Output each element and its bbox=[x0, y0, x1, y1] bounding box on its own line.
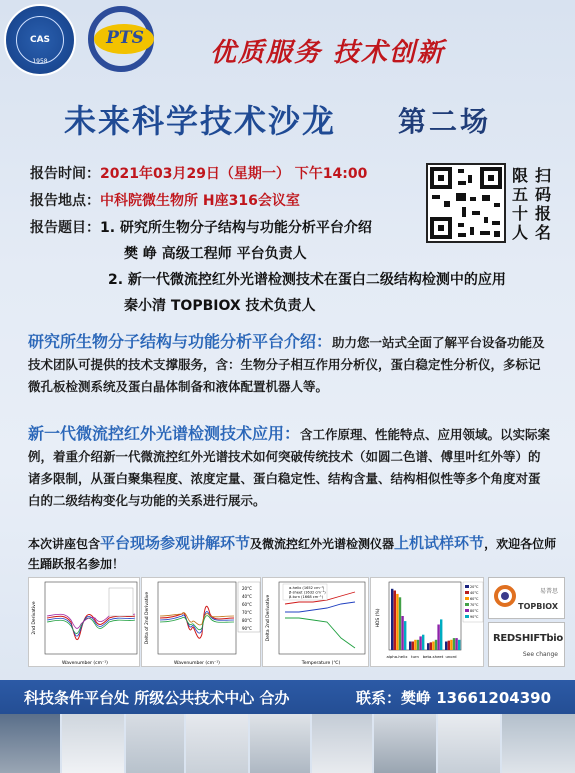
topic-row bbox=[30, 217, 372, 237]
instrument-photo bbox=[62, 714, 124, 773]
hos-bar bbox=[430, 642, 432, 650]
topic-2: 2. 新一代微流控红外光谱检测技术在蛋白二级结构检测中的应用 bbox=[108, 272, 506, 288]
instrument-photo bbox=[374, 714, 436, 773]
svg-text:90°C: 90°C bbox=[242, 626, 252, 631]
svg-text:turn: turn bbox=[411, 654, 419, 659]
svg-text:90°C: 90°C bbox=[470, 615, 479, 619]
instrument-photo bbox=[312, 714, 372, 773]
time-value: 2021年03月29日（星期一） 下午14:00 bbox=[100, 166, 368, 182]
fig1-xlabel: Wavenumber (cm⁻¹) bbox=[62, 661, 108, 666]
announce-pre: 本次讲座包含 bbox=[28, 537, 101, 551]
hos-bar bbox=[453, 638, 455, 650]
instrument-photo bbox=[0, 714, 60, 773]
hos-bar bbox=[437, 625, 439, 651]
hos-bar bbox=[422, 635, 424, 650]
svg-text:40°C: 40°C bbox=[470, 591, 479, 595]
hos-bar bbox=[394, 591, 396, 651]
hos-bar bbox=[401, 616, 403, 650]
speaker-1: 樊 峥 高级工程师 平台负责人 bbox=[124, 246, 307, 262]
fig3-ylabel: Delta 2nd Derivative bbox=[266, 594, 271, 642]
announce-highlight-2: 上机试样环节 bbox=[394, 534, 485, 552]
figure-temperature bbox=[262, 577, 369, 667]
hos-bar bbox=[404, 621, 406, 650]
svg-text:unord: unord bbox=[445, 654, 457, 659]
page-title: 未来科学技术沙龙 bbox=[64, 102, 337, 140]
topbiox-cn: 易普思 bbox=[539, 588, 558, 595]
pts-logo-text: PTS bbox=[106, 28, 144, 48]
logo-abbr: CAS bbox=[29, 35, 51, 45]
footer-org: 科技条件平台处 所级公共技术中心 合办 bbox=[24, 689, 290, 707]
hos-bar bbox=[458, 640, 460, 650]
logo-year: 1958 bbox=[32, 58, 48, 65]
redshift-sub: See change bbox=[522, 651, 558, 658]
time-label: 报告时间： bbox=[30, 166, 100, 182]
header bbox=[0, 0, 575, 150]
institute-logo bbox=[4, 4, 76, 76]
footer-banner bbox=[0, 680, 575, 714]
svg-text:β-sheet (1632 cm⁻¹): β-sheet (1632 cm⁻¹) bbox=[289, 590, 326, 595]
svg-text:70°C: 70°C bbox=[242, 610, 252, 615]
redshift-ad[interactable] bbox=[488, 622, 565, 667]
fig3-xlabel: Temperature (℃) bbox=[301, 661, 341, 666]
hos-bar bbox=[432, 642, 434, 651]
qr-finder bbox=[480, 167, 502, 189]
hos-bar bbox=[391, 589, 393, 650]
place-label: 报告地点： bbox=[30, 193, 100, 209]
session-label: 第二场 bbox=[398, 105, 492, 138]
topic-label: 报告题目： bbox=[30, 220, 100, 236]
section-technology bbox=[28, 423, 552, 512]
section-platform bbox=[28, 331, 552, 398]
hos-bar bbox=[399, 597, 401, 650]
topbiox-ad[interactable] bbox=[488, 577, 565, 619]
svg-text:beta-sheet: beta-sheet bbox=[422, 654, 444, 659]
instrument-photo bbox=[126, 714, 184, 773]
announcement bbox=[28, 533, 568, 574]
announce-highlight-1: 平台现场参观讲解环节 bbox=[100, 534, 251, 552]
hos-bar bbox=[417, 640, 419, 650]
topbiox-name: TOPBIOX bbox=[518, 602, 558, 611]
instrument-photo bbox=[250, 714, 310, 773]
svg-text:β-turn (1668 cm⁻¹): β-turn (1668 cm⁻¹) bbox=[289, 595, 324, 599]
qr-finder bbox=[430, 217, 452, 239]
figure-delta-derivative bbox=[141, 577, 261, 667]
svg-text:70°C: 70°C bbox=[470, 603, 479, 607]
qr-code[interactable] bbox=[426, 163, 506, 243]
hos-bar bbox=[435, 640, 437, 650]
hos-bar bbox=[455, 638, 457, 650]
section-technology-heading: 新一代微流控红外光谱检测技术应用： bbox=[28, 424, 301, 443]
svg-text:60°C: 60°C bbox=[470, 597, 479, 601]
place-value: 中科院微生物所 H座316会议室 bbox=[100, 193, 300, 209]
instrument-photo bbox=[502, 714, 575, 773]
section-platform-body: 助力您一站式全面了解平台设备功能及技术团队可提供的技术支撑服务，含：生物分子相互作用分析仪，蛋白稳定性分析仪，多标记微孔板检测系统及蛋白晶体制备和液体配置机器人等。 bbox=[28, 335, 545, 394]
hos-bar bbox=[448, 641, 450, 650]
hos-bar bbox=[440, 619, 442, 650]
pts-logo bbox=[82, 6, 174, 72]
place-row bbox=[30, 190, 300, 210]
svg-text:alpha-helix: alpha-helix bbox=[386, 654, 408, 659]
announce-post: ，欢迎各位师生踊跃报名参加！ bbox=[28, 537, 557, 571]
hos-bar bbox=[445, 642, 447, 651]
svg-text:α-helix (1652 cm⁻¹): α-helix (1652 cm⁻¹) bbox=[289, 586, 325, 590]
scan-note: 限 扫 五 码 十 报 人 名 bbox=[512, 166, 553, 242]
figure-2nd-derivative bbox=[28, 577, 140, 667]
hos-bar bbox=[419, 636, 421, 650]
hos-bar bbox=[409, 642, 411, 651]
photo-strip bbox=[0, 714, 575, 773]
hos-bar bbox=[450, 640, 452, 650]
hos-bar bbox=[414, 640, 416, 650]
topic-1: 1. 研究所生物分子结构与功能分析平台介绍 bbox=[100, 220, 372, 236]
fig2-ylabel: Delta of 2nd Derivative bbox=[145, 591, 150, 645]
section-platform-heading: 研究所生物分子结构与功能分析平台介绍： bbox=[28, 332, 333, 351]
footer-contact: 联系：樊峥 13661204390 bbox=[356, 689, 552, 707]
svg-text:80°C: 80°C bbox=[470, 609, 479, 613]
announce-mid: 及微流控红外光谱检测仪器 bbox=[250, 537, 395, 551]
instrument-photo bbox=[438, 714, 500, 773]
qr-finder bbox=[430, 167, 452, 189]
figure-hos-bars bbox=[370, 577, 484, 667]
redshift-name: REDSHIFTbio bbox=[493, 633, 563, 644]
svg-text:80°C: 80°C bbox=[242, 618, 252, 623]
fig2-xlabel: Wavenumber (cm⁻¹) bbox=[174, 661, 220, 666]
speaker-2: 秦小清 TOPBIOX 技术负责人 bbox=[124, 298, 316, 314]
section-technology-body: 含工作原理、性能特点、应用领域。以实际案例，着重介绍新一代微流控红外光谱技术如何突破传统技术（如圆二色谱、傅里叶红外等）的诸多限制，从蛋白聚集程度、浓度定量、蛋白稳定性、结构含量、结构相似性等多个角度对蛋白的二级结构变化与功能的关系进行展示。 bbox=[28, 427, 551, 508]
fig1-ylabel: 2nd Derivative bbox=[32, 601, 37, 635]
svg-text:20°C: 20°C bbox=[242, 586, 252, 591]
slogan: 优质服务 技术创新 bbox=[210, 38, 446, 68]
instrument-photo bbox=[186, 714, 248, 773]
time-row bbox=[30, 163, 367, 183]
hos-bar bbox=[412, 642, 414, 651]
fig4-ylabel: HOS (%) bbox=[376, 608, 381, 628]
hos-bar bbox=[396, 594, 398, 650]
hos-bar bbox=[427, 643, 429, 650]
svg-text:60°C: 60°C bbox=[242, 602, 252, 607]
svg-text:40°C: 40°C bbox=[242, 594, 252, 599]
svg-text:20°C: 20°C bbox=[470, 585, 479, 589]
